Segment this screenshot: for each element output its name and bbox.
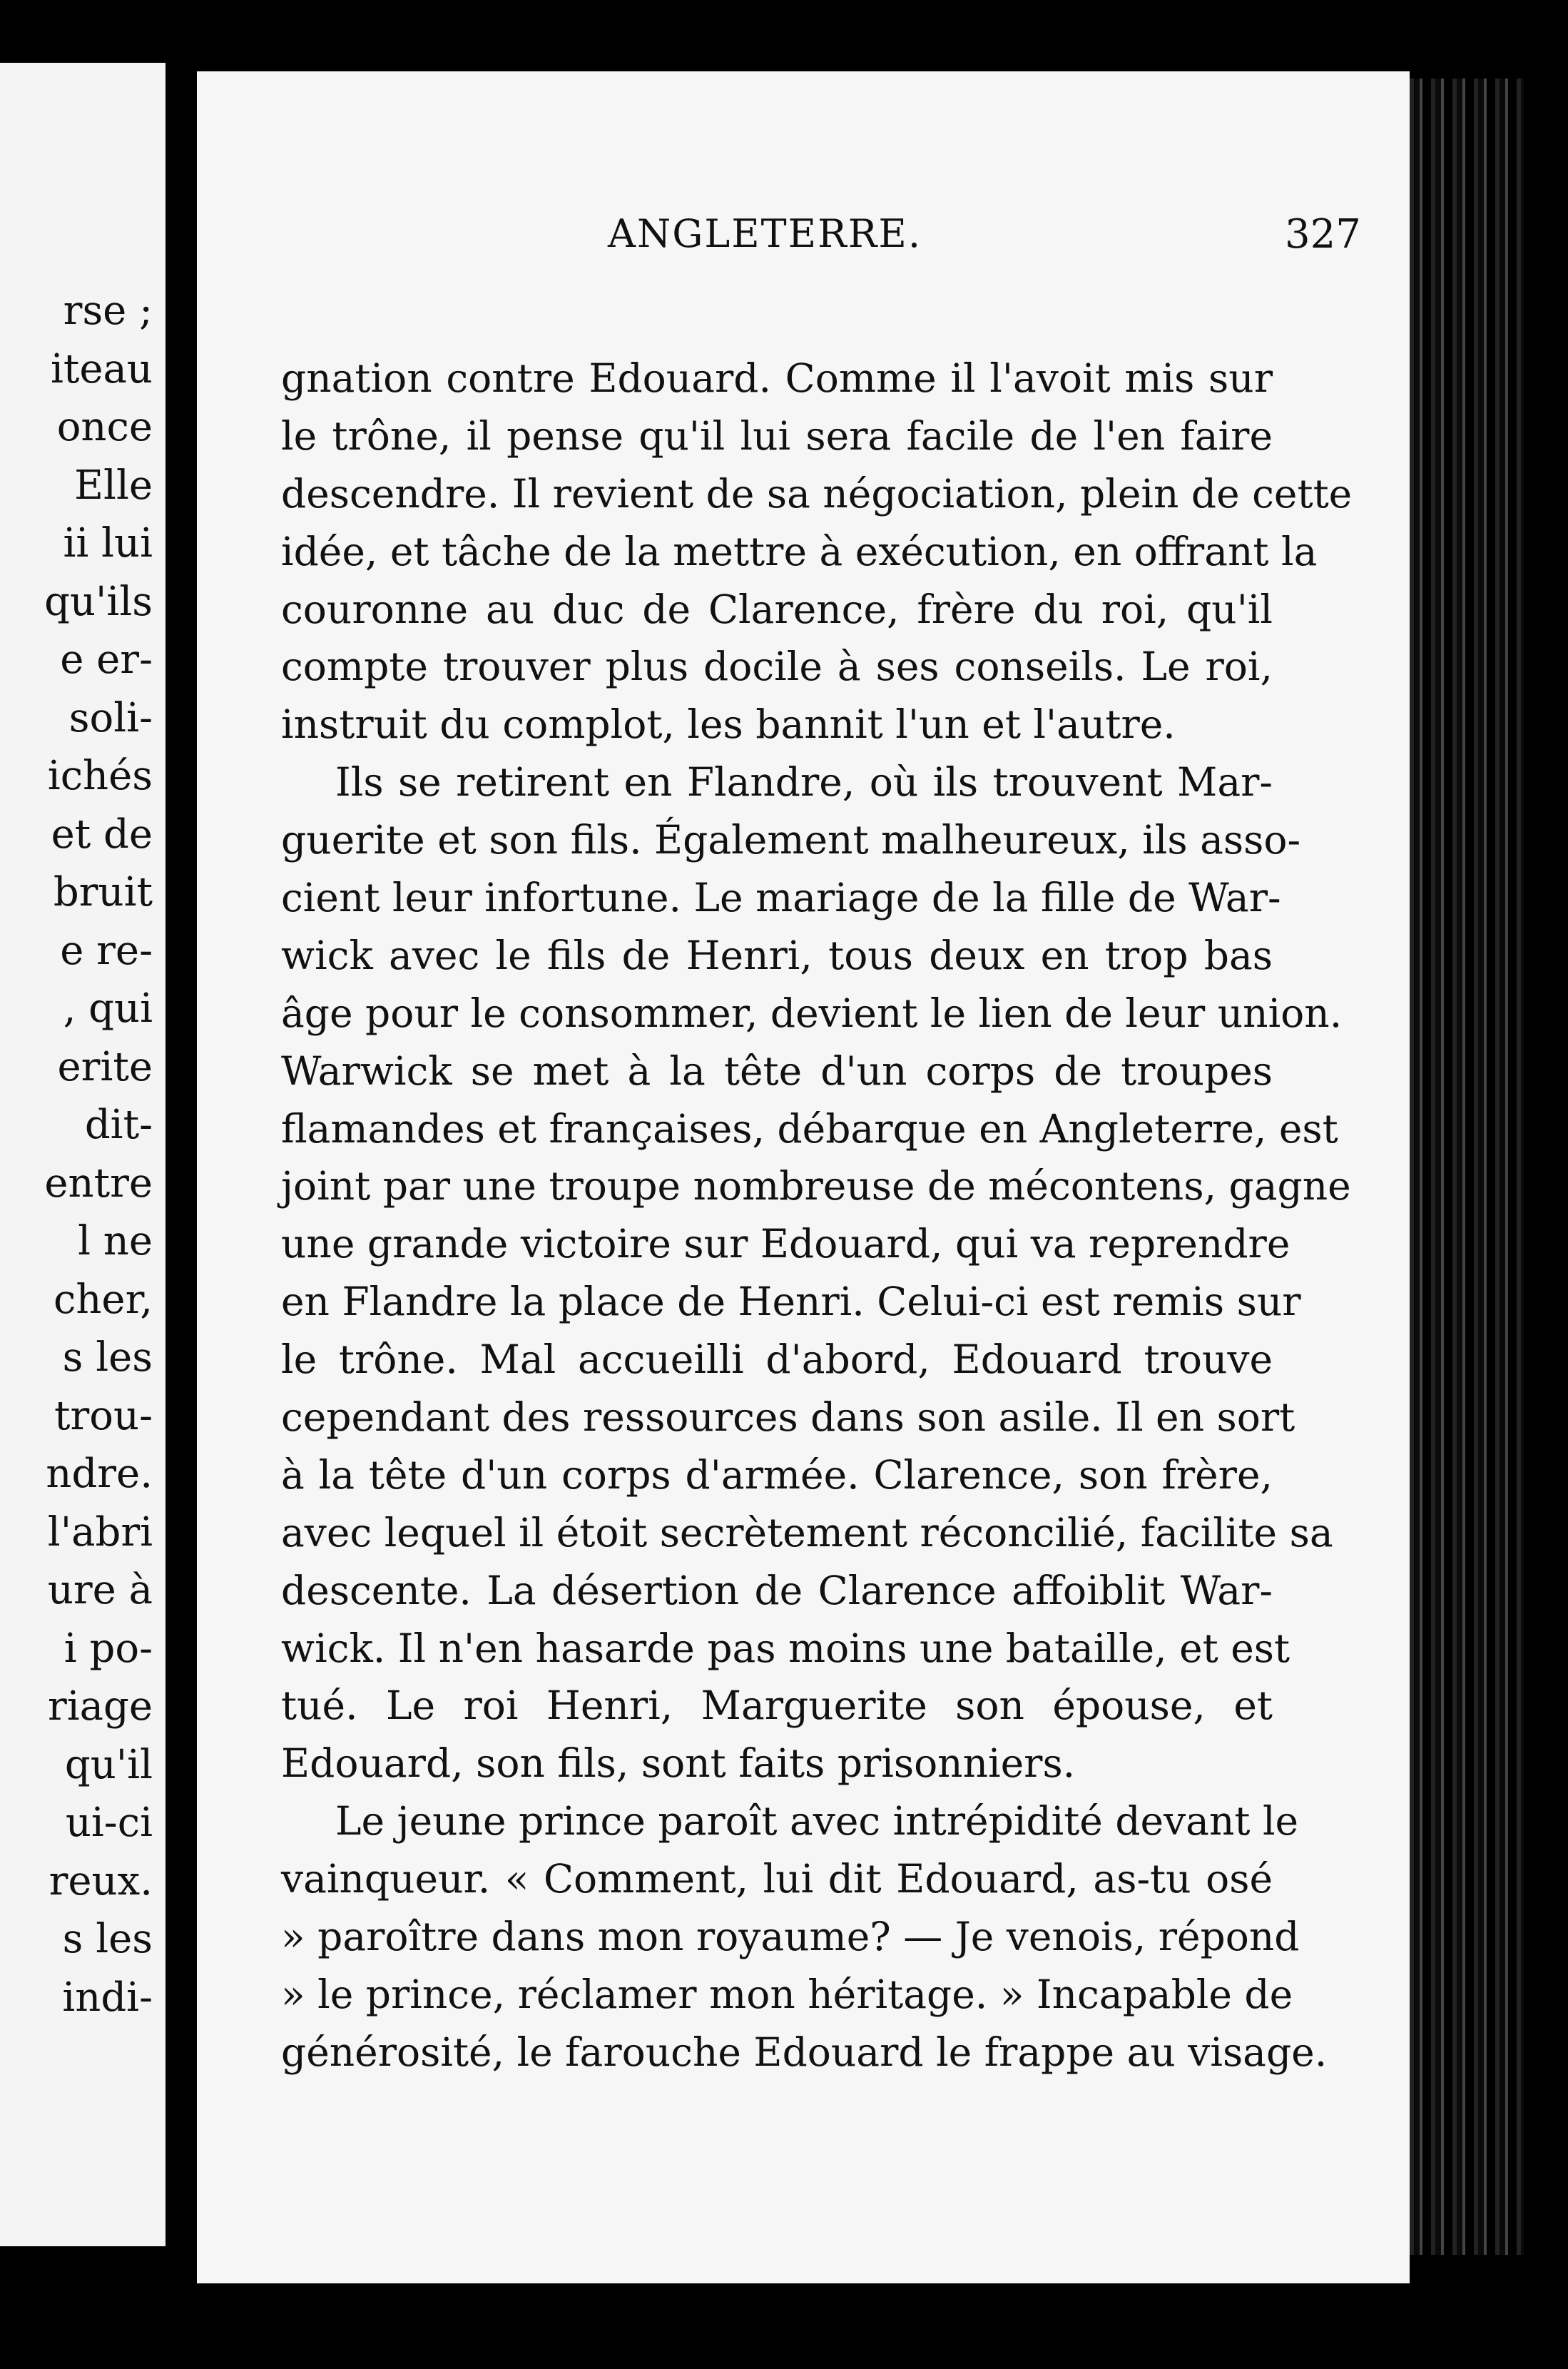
- text-line: wick. Il n'en hasarde pas moins une bataille, et est: [281, 1625, 1290, 1671]
- left-page-fragment: reux.: [49, 1857, 153, 1904]
- left-page-fragment: , qui: [63, 985, 153, 1032]
- body-text: [281, 350, 1353, 2081]
- text-line: Warwick se met à la tête d'un corps de troupes: [281, 1047, 1273, 1094]
- text-line: couronne au duc de Clarence, frère du roi, qu'il: [281, 586, 1273, 632]
- text-line: instruit du complot, les bannit l'un et l'autre.: [281, 701, 1176, 748]
- left-page-fragment: et de: [51, 811, 153, 858]
- page-edges: [1410, 78, 1524, 2255]
- text-line: » paroître dans mon royaume? — Je venois, répond: [281, 1914, 1300, 1960]
- left-page-fragment: erite: [57, 1043, 153, 1090]
- left-page-fragment: riage: [47, 1683, 153, 1730]
- left-page-fragment: l'abri: [47, 1508, 153, 1556]
- left-page-fragment: rse ;: [63, 288, 153, 334]
- text-line: générosité, le farouche Edouard le frappe au visage.: [281, 2029, 1328, 2075]
- page-header: [197, 211, 1410, 268]
- text-line: wick avec le fils de Henri, tous deux en trop bas: [281, 932, 1273, 978]
- left-page-fragment: e re-: [60, 927, 153, 974]
- left-page-strip: [0, 63, 166, 2246]
- left-page-fragment: s les: [62, 1916, 153, 1962]
- text-line: descente. La désertion de Clarence affoiblit War-: [281, 1567, 1273, 1613]
- left-page-fragment: i po-: [63, 1625, 153, 1672]
- text-line: gnation contre Edouard. Comme il l'avoit mis sur: [281, 355, 1273, 401]
- left-page-fragment: entre: [44, 1160, 153, 1207]
- text-line: avec lequel il étoit secrètement réconcilié, facilite sa: [281, 1509, 1333, 1556]
- text-line: Edouard, son fils, sont faits prisonniers.: [281, 1740, 1076, 1787]
- text-line: guerite et son fils. Également malheureux, ils asso-: [281, 817, 1301, 863]
- text-line: descendre. Il revient de sa négociation, plein de cette: [281, 470, 1353, 517]
- text-line: flamandes et françaises, débarque en Angleterre, est: [281, 1105, 1338, 1152]
- text-line: âge pour le consommer, devient le lien de leur union.: [281, 990, 1343, 1036]
- left-page-fragment: qu'il: [64, 1741, 153, 1788]
- left-page-fragment: indi-: [62, 1974, 153, 2021]
- left-page-fragment: ii lui: [63, 520, 153, 567]
- text-line: cient leur infortune. Le mariage de la fille de War-: [281, 875, 1281, 921]
- left-page-fragment: Elle: [74, 462, 153, 509]
- left-page-fragment: ichés: [47, 753, 153, 799]
- text-line: compte trouver plus docile à ses conseils. Le roi,: [281, 644, 1273, 690]
- left-page-fragment: once: [56, 404, 153, 450]
- left-page-fragment: ure à: [47, 1567, 153, 1613]
- text-line: Le jeune prince paroît avec intrépidité devant le: [335, 1798, 1299, 1845]
- left-page-fragment: l ne: [78, 1218, 153, 1264]
- page-number: 327: [1285, 211, 1361, 258]
- text-line: tué. Le roi Henri, Marguerite son épouse, et: [281, 1683, 1273, 1729]
- text-line: en Flandre la place de Henri. Celui-ci est remis sur: [281, 1279, 1301, 1325]
- left-page-fragment: soli-: [68, 694, 153, 741]
- text-line: » le prince, réclamer mon héritage. » Incapable de: [281, 1971, 1293, 2017]
- text-line: le trône. Mal accueilli d'abord, Edouard trouve: [281, 1336, 1273, 1383]
- text-line: joint par une troupe nombreuse de mécontens, gagne: [281, 1163, 1351, 1209]
- left-page-fragment: iteau: [50, 345, 153, 392]
- left-page-fragment: cher,: [54, 1276, 153, 1323]
- book-page: [197, 71, 1410, 2283]
- left-page-fragment: e er-: [60, 636, 153, 683]
- text-line: idée, et tâche de la mettre à exécution, en offrant la: [281, 528, 1318, 574]
- text-line: vainqueur. « Comment, lui dit Edouard, as-tu osé: [281, 1856, 1273, 1902]
- left-page-fragment: dit-: [84, 1102, 153, 1148]
- text-line: une grande victoire sur Edouard, qui va reprendre: [281, 1221, 1290, 1267]
- text-line: le trône, il pense qu'il lui sera facile de l'en faire: [281, 412, 1273, 459]
- left-page-fragment: ui-ci: [65, 1800, 153, 1846]
- text-line: Ils se retirent en Flandre, où ils trouvent Mar-: [335, 759, 1273, 806]
- left-page-fragment: ndre.: [46, 1451, 153, 1497]
- left-page-fragment: qu'ils: [44, 578, 153, 625]
- running-title: ANGLETERRE.: [608, 211, 922, 256]
- text-line: cependant des ressources dans son asile. Il en sort: [281, 1394, 1295, 1441]
- left-page-fragment: trou-: [54, 1392, 153, 1439]
- text-line: à la tête d'un corps d'armée. Clarence, son frère,: [281, 1451, 1273, 1498]
- left-page-fragment: s les: [62, 1334, 153, 1381]
- left-page-fragment: bruit: [53, 869, 153, 915]
